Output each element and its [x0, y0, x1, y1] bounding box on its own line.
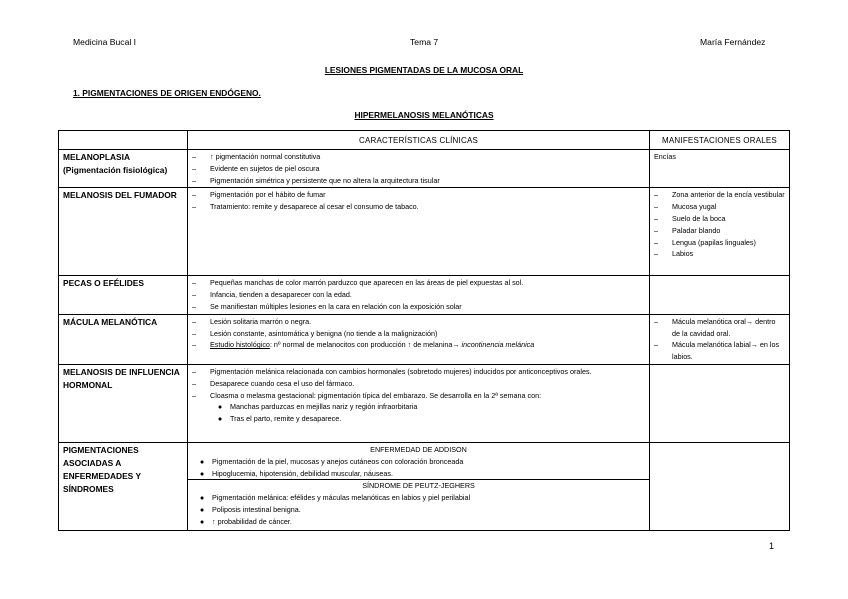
page-number: 1	[769, 541, 775, 551]
list-item: – Lesión solitaria marrón o negra.	[192, 316, 312, 326]
list-item: ● Pigmentación de la piel, mucosas y anejos cutáneos con coloración bronceada	[199, 456, 464, 466]
list-item: – Pigmentación simétrica y persistente que no altera la arquitectura tisular	[192, 175, 440, 185]
row-oral	[650, 314, 790, 364]
table-row	[59, 276, 790, 314]
pigmentation-table	[58, 130, 790, 531]
syndrome-title: ENFERMEDAD DE ADDISON	[370, 444, 467, 454]
list-item: – Estudio histológico: nº normal de melanocitos con producción ↑ de melanina→ incontinencia melánica	[192, 340, 535, 350]
header-subject: Medicina Bucal I	[73, 37, 137, 47]
row-clinical	[188, 364, 650, 442]
row-clinical	[188, 442, 650, 530]
header-topic: Tema 7	[410, 37, 439, 47]
list-item: ● Poliposis intestinal benigna.	[199, 504, 301, 514]
list-item: – Lengua (papilas linguales)	[654, 237, 756, 247]
row-clinical	[188, 276, 650, 314]
list-item: – Zona anterior de la encía vestibular	[654, 190, 785, 200]
row-clinical	[188, 188, 650, 276]
row-oral	[650, 276, 790, 314]
row-oral: Encías	[650, 150, 790, 188]
histology-label: Estudio histológico	[210, 340, 270, 350]
header-cell-clinical: CARACTERÍSTICAS CLÍNICAS	[188, 131, 650, 150]
list-item: – Suelo de la boca	[654, 213, 726, 223]
row-clinical	[188, 314, 650, 364]
list-item: – Pequeñas manchas de color marrón parduzco que aparecen en las áreas de piel expuestas al sol.	[192, 278, 524, 288]
table-row	[59, 150, 790, 188]
table-row	[59, 188, 790, 276]
list-item: – Mácula melanótica oral→ dentro de la cavidad oral.	[654, 316, 776, 338]
list-item: – Se manifiestan múltiples lesiones en la cara en relación con la exposición solar	[192, 301, 462, 311]
row-oral	[650, 442, 790, 530]
list-item: – Desaparece cuando cesa el uso del fármaco.	[192, 378, 355, 388]
list-item: – Cloasma o melasma gestacional: pigmentación típica del embarazo. Se desarrolla en la 2ª semana con:	[192, 390, 542, 400]
list-item: ● Hipoglucemia, hipotensión, debilidad muscular, náuseas.	[199, 468, 393, 478]
syndrome-divider	[188, 479, 649, 492]
list-item: – Pigmentación por el hábito de fumar	[192, 190, 326, 200]
list-item: – Pigmentación melánica relacionada con cambios hormonales (sobretodo mujeres) inducidos por anticonceptivos orales.	[192, 366, 592, 376]
list-item: – Mácula melanótica labial→ en los labios.	[654, 340, 780, 362]
list-item: – Paladar blando	[654, 225, 721, 235]
row-name: PIGMENTACIONES ASOCIADAS A ENFERMEDADES Y SÍNDROMES	[59, 442, 188, 530]
header-author: María Fernández	[700, 37, 766, 47]
header-cell-oral: MANIFESTACIONES ORALES	[650, 131, 790, 150]
list-item: – Infancia, tienden a desaparecer con la edad.	[192, 290, 352, 300]
row-name: MELANOSIS DEL FUMADOR	[59, 188, 188, 276]
table-row	[59, 442, 790, 530]
list-item: – Labios	[654, 249, 694, 259]
section-heading: 1. PIGMENTACIONES DE ORIGEN ENDÓGENO.	[73, 88, 261, 98]
list-item: ● ↑ probabilidad de cáncer.	[199, 516, 292, 526]
table-header-row	[59, 131, 790, 150]
list-item: ● Pigmentación melánica: efélides y máculas melanóticas en labios y piel perilabial	[199, 493, 471, 503]
row-clinical	[188, 150, 650, 188]
table-row	[59, 364, 790, 442]
list-item: – Tratamiento: remite y desaparece al cesar el consumo de tabaco.	[192, 202, 419, 212]
row-oral	[650, 364, 790, 442]
list-item: – Lesión constante, asintomática y benigna (no tiende a la malignización)	[192, 328, 438, 338]
row-name: MÁCULA MELANÓTICA	[59, 314, 188, 364]
row-name: MELANOPLASIA (Pigmentación fisiológica)	[59, 150, 188, 188]
row-oral	[650, 188, 790, 276]
table-row	[59, 314, 790, 364]
row-name: PECAS O EFÉLIDES	[59, 276, 188, 314]
header-cell-name	[59, 131, 188, 150]
list-item: – Mucosa yugal	[654, 202, 717, 212]
row-name: MELANOSIS DE INFLUENCIA HORMONAL	[59, 364, 188, 442]
list-item: ● Tras el parto, remite y desaparece.	[217, 414, 342, 424]
list-item: ● Manchas parduzcas en mejillas nariz y región infraorbitaria	[217, 402, 418, 412]
list-item: – Evidente en sujetos de piel oscura	[192, 163, 320, 173]
document-title: LESIONES PIGMENTADAS DE LA MUCOSA ORAL	[324, 65, 524, 75]
table-subtitle: HIPERMELANOSIS MELANÓTICAS	[354, 110, 494, 120]
list-item: – ↑ pigmentación normal constitutiva	[192, 152, 321, 161]
syndrome-title: SÍNDROME DE PEUTZ-JEGHERS	[362, 481, 475, 491]
